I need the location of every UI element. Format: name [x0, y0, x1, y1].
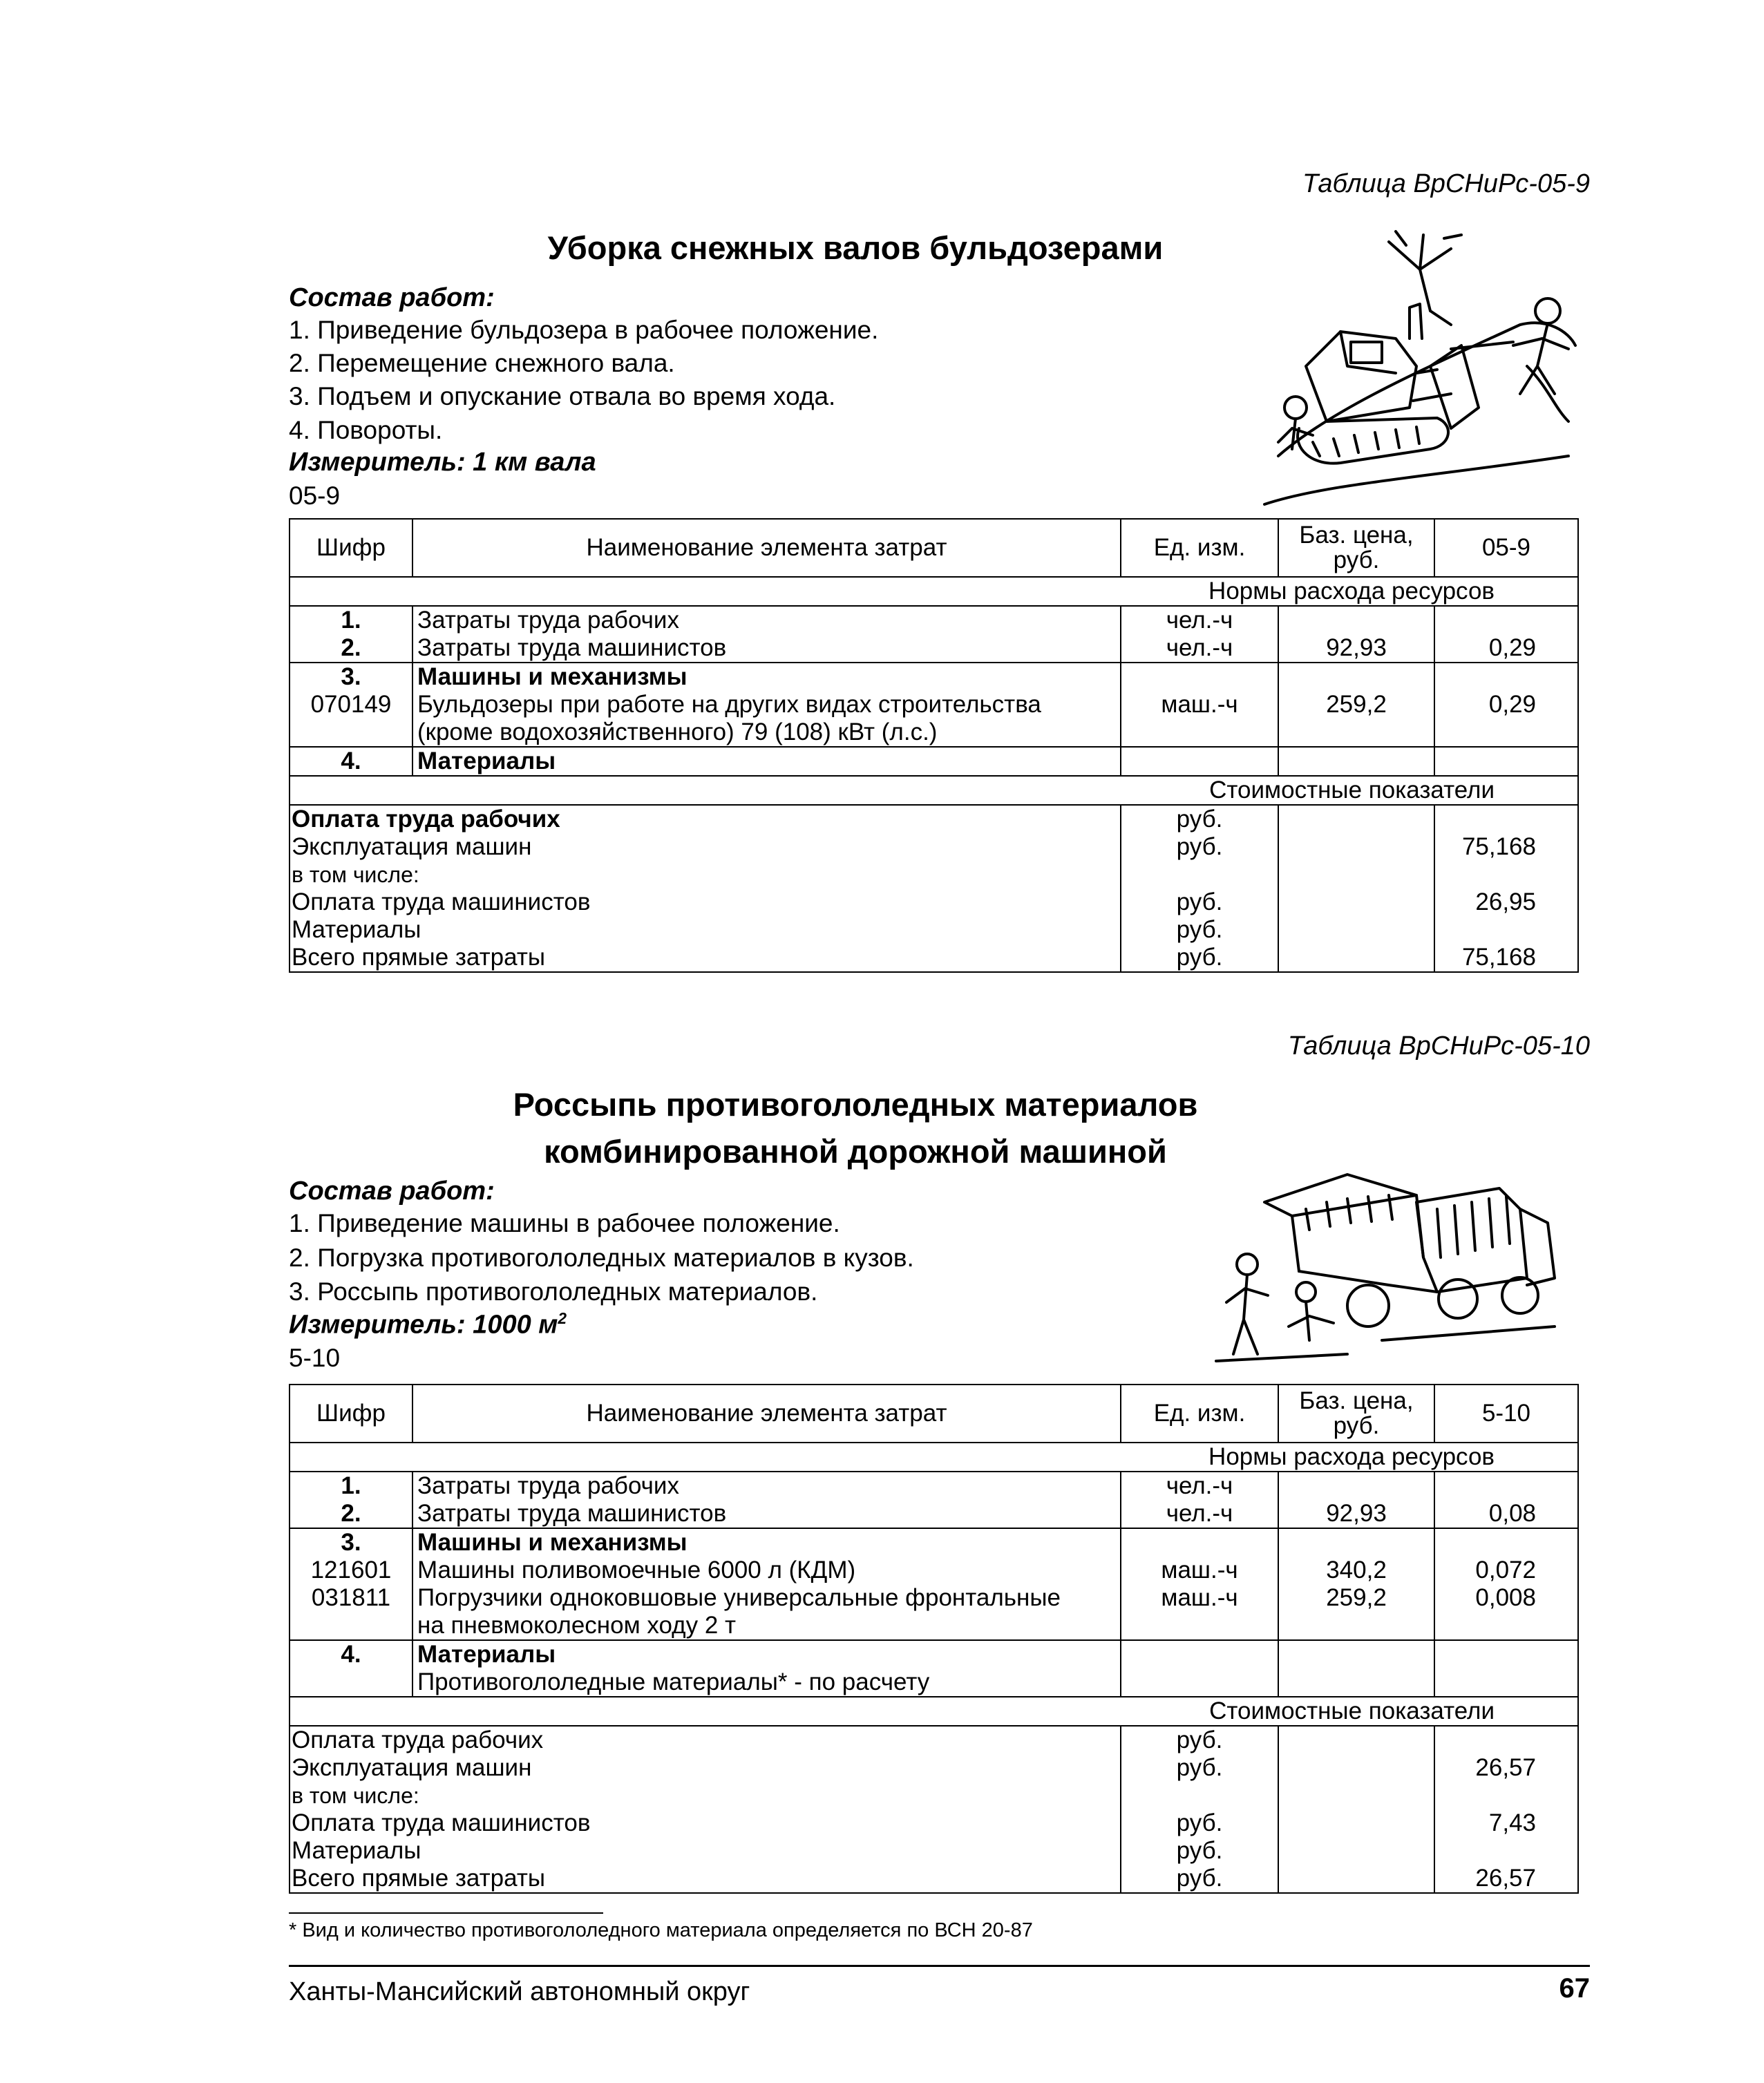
cost-units: руб. руб. руб. руб. руб. [1121, 1726, 1278, 1893]
page-number: 67 [1559, 1973, 1590, 2004]
cost-values: 26,57 7,43 26,57 [1434, 1726, 1578, 1893]
table-2-title: Россыпь противогололедных материалов комбинированной дорожной машиной [513, 1086, 1198, 1170]
row-value: 0,08 [1434, 1472, 1578, 1528]
cost-names: Оплата труда рабочих Эксплуатация машин в том числе: Оплата труда машинистов Материалы Всего прямые затраты [290, 805, 1121, 972]
cost-section-label: Стоимостные показатели [290, 776, 1578, 805]
row-name: Материалы [412, 747, 1121, 776]
row-number: 3. 070149 [290, 663, 412, 747]
row-name: Машины и механизмы Бульдозеры при работе на других видах строительства (кроме водохозяйственного) 79 (108) кВт (л.с.) [412, 663, 1121, 747]
table-2-label: Таблица ВрСНиРс-05-10 [1287, 1031, 1590, 1060]
row-price: 92,93 [1278, 1472, 1434, 1528]
table-1-label: Таблица ВрСНиРс-05-9 [1302, 169, 1590, 198]
cost-section-label: Стоимостные показатели [290, 1697, 1578, 1726]
cost-names: Оплата труда рабочих Эксплуатация машин в том числе: Оплата труда машинистов Материалы Всего прямые затраты [290, 1726, 1121, 1893]
table-1-step: 4. Повороты. [289, 416, 443, 444]
row-name: Материалы Противогололедные материалы* - по расчету [412, 1640, 1121, 1697]
table-1-sostav-label: Состав работ: [289, 283, 495, 312]
table-2 [289, 1384, 1579, 1894]
row-name: Затраты труда рабочих Затраты труда машинистов [412, 1472, 1121, 1528]
row-price: 92,93 [1278, 606, 1434, 663]
row-value: 0,29 [1434, 606, 1578, 663]
header-code: 05-9 [1434, 519, 1578, 577]
row-unit: чел.-ч чел.-ч [1121, 606, 1278, 663]
row-unit: чел.-ч чел.-ч [1121, 1472, 1278, 1528]
table-1-title: Уборка снежных валов бульдозерами [547, 229, 1164, 266]
row-value: 0,29 [1434, 663, 1578, 747]
empty-cell [1278, 1726, 1434, 1893]
empty-cell [1121, 747, 1278, 776]
row-price: 259,2 [1278, 663, 1434, 747]
table-2-step: 1. Приведение машины в рабочее положение. [289, 1209, 840, 1237]
table-1-code: 05-9 [289, 482, 341, 510]
header-unit: Ед. изм. [1121, 519, 1278, 577]
table-2-sostav-label: Состав работ: [289, 1177, 495, 1206]
header-code: 5-10 [1434, 1385, 1578, 1443]
table-1-step: 2. Перемещение снежного вала. [289, 349, 675, 377]
empty-cell [1121, 1640, 1278, 1697]
table-1 [289, 518, 1579, 973]
table-1-step: 3. Подъем и опускание отвала во время хода. [289, 382, 836, 410]
table-1-measure: Измеритель: 1 км вала [289, 448, 596, 477]
row-name: Машины и механизмы Машины поливомоечные 6000 л (КДМ) Погрузчики одноковшовые универсальные фронтальные на пневмоколесном ходу 2 т [412, 1528, 1121, 1640]
table-1-step: 1. Приведение бульдозера в рабочее положение. [289, 316, 879, 344]
empty-cell [1278, 1640, 1434, 1697]
empty-cell [1278, 805, 1434, 972]
row-value: 0,072 0,008 [1434, 1528, 1578, 1640]
table-2-step: 3. Россыпь противогололедных материалов. [289, 1277, 818, 1306]
table-2-code: 5-10 [289, 1344, 341, 1372]
row-number: 3. 121601 031811 [290, 1528, 412, 1640]
row-number: 1. 2. [290, 1472, 412, 1528]
row-number: 4. [290, 1640, 412, 1697]
header-name: Наименование элемента затрат [412, 519, 1121, 577]
footnote: * Вид и количество противогололедного материала определяется по ВСН 20-87 [289, 1919, 1033, 1941]
norms-section-label: Нормы расхода ресурсов [290, 1443, 1578, 1472]
row-name: Затраты труда рабочих Затраты труда машинистов [412, 606, 1121, 663]
cost-units: руб. руб. руб. руб. руб. [1121, 805, 1278, 972]
header-shifr: Шифр [290, 1385, 412, 1443]
spreader-truck-illustration [1209, 1168, 1568, 1368]
row-unit: маш.-ч маш.-ч [1121, 1528, 1278, 1640]
row-number: 1. 2. [290, 606, 412, 663]
table-2-measure: Измеритель: 1000 $м^2$ [289, 1309, 567, 1340]
empty-cell [1434, 747, 1578, 776]
header-price: Баз. цена, руб. [1278, 1385, 1434, 1443]
cost-values: 75,168 26,95 75,168 [1434, 805, 1578, 972]
header-unit: Ед. изм. [1121, 1385, 1278, 1443]
empty-cell [1434, 1640, 1578, 1697]
table-2-step: 2. Погрузка противогололедных материалов в кузов. [289, 1244, 914, 1272]
header-price: Баз. цена, руб. [1278, 519, 1434, 577]
footer-divider [289, 1965, 1590, 1967]
header-name: Наименование элемента затрат [412, 1385, 1121, 1443]
footnote-divider [289, 1912, 603, 1914]
bulldozer-illustration [1223, 228, 1582, 511]
empty-cell [1278, 747, 1434, 776]
row-unit: маш.-ч [1121, 663, 1278, 747]
footer-region: Ханты-Мансийский автономный округ [289, 1977, 750, 2006]
row-price: 340,2 259,2 [1278, 1528, 1434, 1640]
norms-section-label: Нормы расхода ресурсов [290, 577, 1578, 606]
header-shifr: Шифр [290, 519, 412, 577]
row-number: 4. [290, 747, 412, 776]
